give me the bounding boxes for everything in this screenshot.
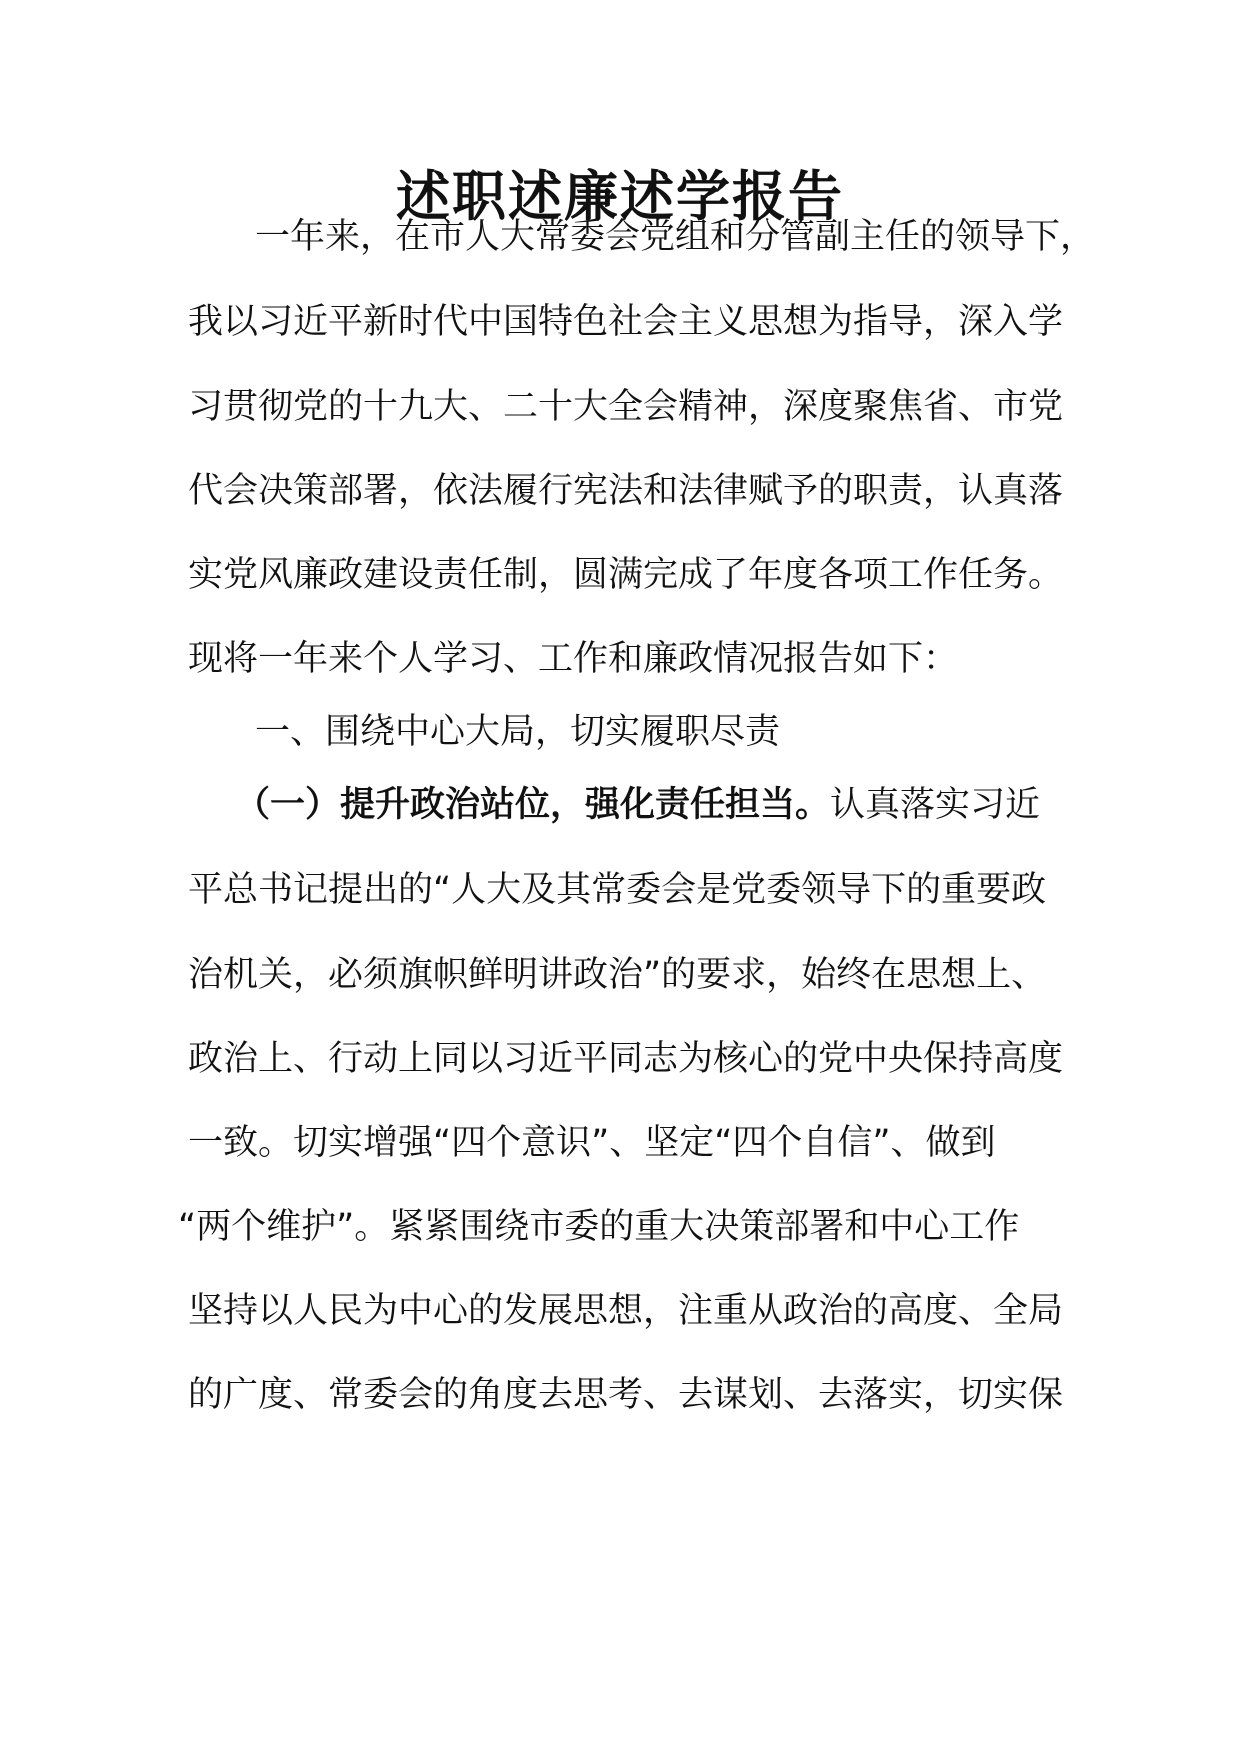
paragraph-line: 习贯彻党的十九大、二十大全会精神，深度聚焦省、市党 [188,387,1064,427]
subsection-heading: （一）提升政治站位，强化责任担当。 [235,785,831,825]
paragraph-line: 一致。切实增强“四个意识”、坚定“四个自信”、做到 [188,1123,996,1163]
paragraph-line: “两个维护”。紧紧围绕市委的重大决策部署和中心工作 [178,1207,1020,1247]
paragraph-line: 代会决策部署，依法履行宪法和法律赋予的职责，认真落 [188,471,1064,511]
paragraph-line: 政治上、行动上同以习近平同志为核心的党中央保持高度 [188,1039,1064,1079]
subsection-line [235,780,1040,830]
subsection-text: 认真落实习近 [830,785,1041,825]
paragraph-line: 治机关，必须旗帜鲜明讲政治”的要求，始终在思想上、 [188,955,1047,995]
section-heading: 一、围绕中心大局，切实履职尽责 [255,712,781,752]
paragraph-line: 我以习近平新时代中国特色社会主义思想为指导，深入学 [188,302,1064,342]
paragraph-line: 实党风廉政建设责任制，圆满完成了年度各项工作任务。 [188,555,1064,595]
paragraph-line: 平总书记提出的“人大及其常委会是党委领导下的重要政 [188,870,1047,910]
document-title: 述职述廉述学报告 [396,164,844,228]
paragraph-line: 的广度、常委会的角度去思考、去谋划、去落实，切实保 [188,1375,1064,1415]
paragraph-line: 坚持以人民为中心的发展思想，注重从政治的高度、全局 [188,1291,1064,1331]
paragraph-line: 一年来，在市人大常委会党组和分管副主任的领导下， [255,217,1096,257]
paragraph-line: 现将一年来个人学习、工作和廉政情况报告如下： [188,639,959,679]
